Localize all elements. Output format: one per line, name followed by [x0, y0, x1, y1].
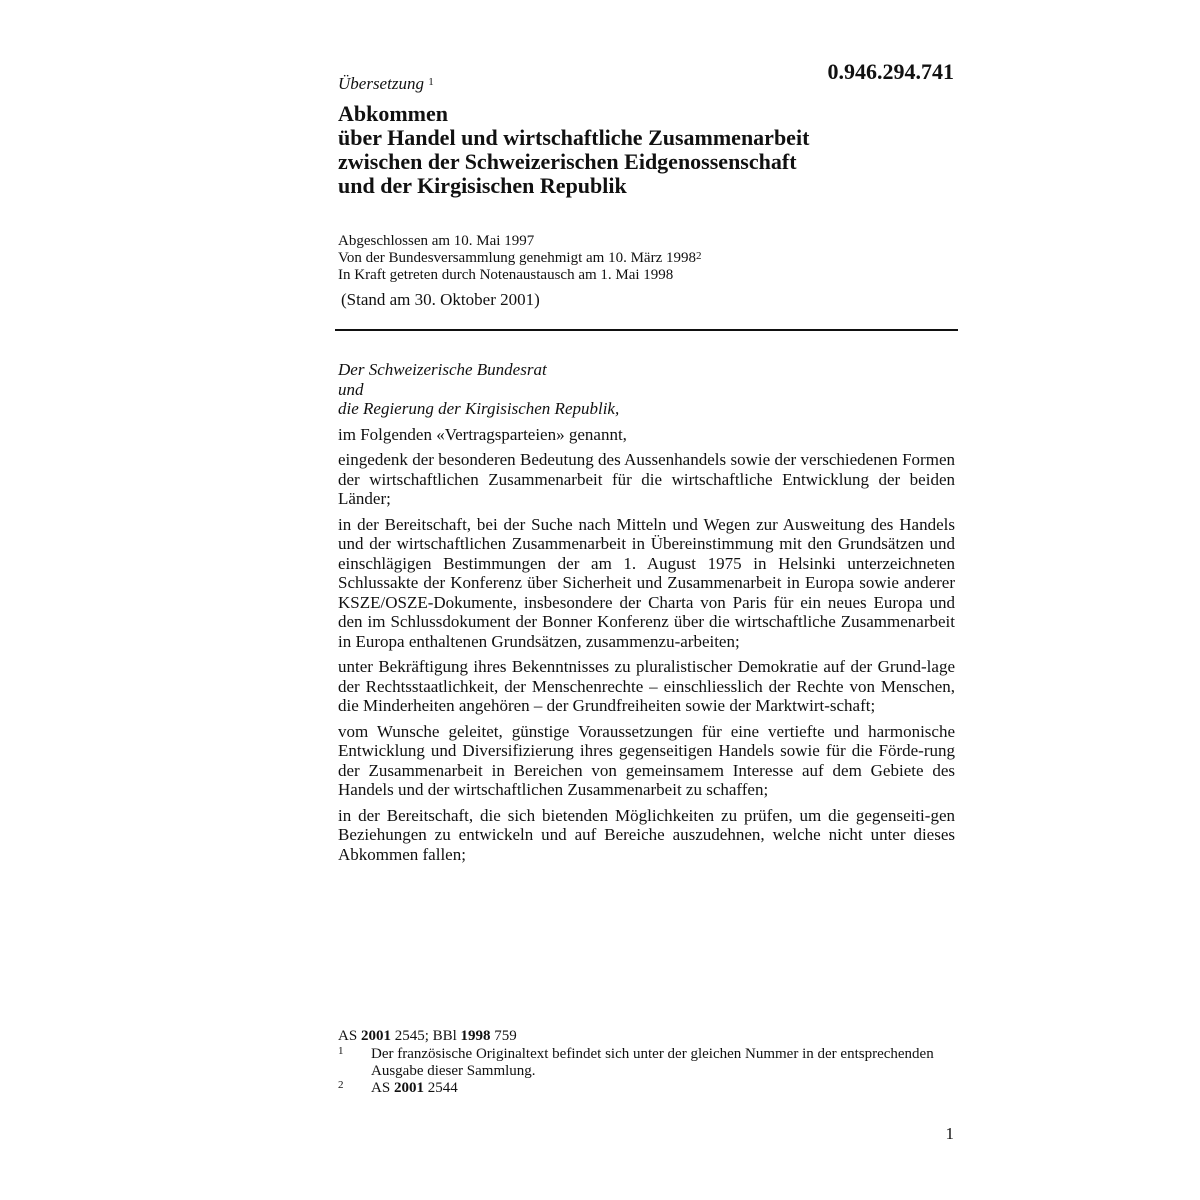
official-source	[338, 1028, 958, 1045]
source-as-page: 2545; BBl	[394, 1028, 457, 1044]
preamble-paragraph-5: vom Wunsche geleitet, günstige Voraussetzungen für eine vertiefte und harmonische Entwicklung und Diversifizierung ihres gegenseitigen Handels sowie für die Förde-rung der Zusammenarbeit in Bereichen von gemeinsamem Interesse auf dem Gebiete des Handels und der wirtschaftlichen Zusammenarbeit zu schaffen;	[338, 721, 955, 799]
footnote-2	[338, 1080, 958, 1097]
contracting-parties	[338, 360, 955, 419]
footnote-2-prefix: AS	[371, 1080, 391, 1096]
footnote-2-mark: 2	[338, 1079, 344, 1091]
party-line-2: und	[338, 379, 364, 399]
party-line-3: die Regierung der Kirgisischen Republik,	[338, 399, 620, 418]
source-as-year: 2001	[360, 1028, 391, 1044]
preamble-paragraph-6: in der Bereitschaft, die sich bietenden Möglichkeiten zu prüfen, um die gegenseiti-gen Beziehungen zu entwickeln und auf Bereiche auszudehnen, welche nicht unter dieses Abkommen fallen;	[338, 805, 955, 864]
page-number: 1	[945, 1124, 954, 1143]
preamble	[338, 360, 955, 870]
source-bbl-page: 759	[494, 1028, 517, 1044]
preamble-paragraph-1: im Folgenden «Vertragsparteien» genannt,	[338, 424, 627, 444]
preamble-paragraph-3: in der Bereitschaft, bei der Suche nach Mitteln und Wegen zur Ausweitung des Handels und der wirtschaftlichen Zusammenarbeit in Übereinstimmung mit den Grundsätzen und einschlägigen Bestimmungen der am 1. August 1975 in Helsinki unterzeichneten Schlussakte der Konferenz über Sicherheit und Zusammenarbeit in Europa sowie anderer KSZE/OSZE-Dokumente, insbesondere der Charta von Paris für ein neues Europa und den im Schlussdokument der Bonner Konferenz über die wirtschaftliche Zusammenarbeit in Europa enthaltenen Grundsätzen, zusammenzu-arbeiten;	[338, 514, 955, 651]
approval-line	[338, 250, 958, 267]
title-line-2: über Handel und wirtschaftliche Zusammenarbeit	[338, 125, 810, 150]
title-line-3: zwischen der Schweizerischen Eidgenossenschaft	[338, 149, 797, 174]
translation-label-text: Übersetzung	[338, 74, 424, 93]
preamble-paragraph-4: unter Bekräftigung ihres Bekenntnisses zu pluralistischer Demokratie auf der Grund-lage der Rechtsstaatlichkeit, der Menschenrechte – einschliesslich der Rechte von Menschen, die Minderheiten angehören – der Grundfreiheiten sowie der Marktwirt-schaft;	[338, 657, 955, 715]
footnote-1	[338, 1046, 958, 1080]
footnote-2-page: 2544	[427, 1080, 458, 1096]
footnote-ref-1[interactable]: 1	[428, 76, 434, 88]
document-title	[338, 102, 958, 198]
footnote-2-year: 2001	[393, 1080, 424, 1096]
footnote-1-mark: 1	[338, 1045, 344, 1057]
footnote-1-text: Der französische Originaltext befindet sich unter der gleichen Nummer in der entsprechenden Ausgabe dieser Sammlung.	[371, 1046, 934, 1079]
footnotes	[338, 1028, 958, 1097]
header-divider	[335, 329, 958, 331]
translation-label	[338, 74, 434, 94]
title-line-1: Abkommen	[338, 101, 449, 126]
footnote-ref-2[interactable]: 2	[696, 250, 702, 262]
status-date: (Stand am 30. Oktober 2001)	[341, 290, 540, 309]
source-bbl-year: 1998	[460, 1028, 491, 1044]
approved-date: Von der Bundesversammlung genehmigt am 10. März 1998	[338, 250, 696, 266]
source-as-prefix: AS	[338, 1028, 358, 1044]
sr-number: 0.946.294.741	[827, 59, 954, 84]
party-line-1: Der Schweizerische Bundesrat	[338, 360, 547, 379]
preamble-paragraph-2: eingedenk der besonderen Bedeutung des Aussenhandels sowie der verschiedenen Formen der wirtschaftlichen Zusammenarbeit für die wirtschaftliche Entwicklung der beiden Länder;	[338, 450, 955, 508]
in-force-date: In Kraft getreten durch Notenaustausch am 1. Mai 1998	[338, 267, 674, 283]
title-line-4: und der Kirgisischen Republik	[338, 173, 627, 198]
concluded-date: Abgeschlossen am 10. Mai 1997	[338, 233, 535, 249]
treaty-metadata	[338, 233, 958, 284]
